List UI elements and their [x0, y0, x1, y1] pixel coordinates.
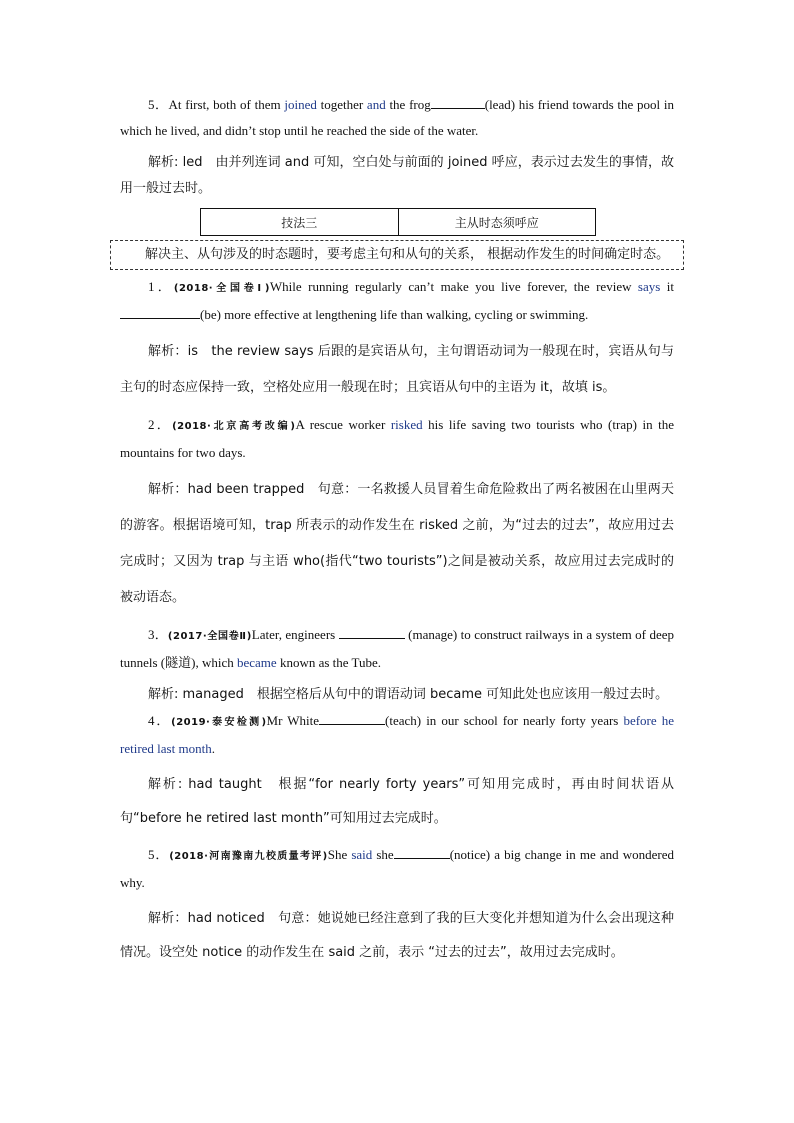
answer-blank[interactable]	[431, 94, 485, 109]
explanation-text: the review says 后跟的是宾语从句，主句谓语动词为一般现在时，宾语从句与主句的时态应保持一致，空格处应用一般现在时；且宾语从句中的主语为 it，故填 is。	[120, 344, 674, 395]
question-source: (2017·全国卷Ⅱ)	[167, 631, 252, 642]
highlight-word: says	[637, 279, 661, 294]
explanation-label: 解析：	[148, 911, 188, 926]
question-text: the frog	[385, 97, 431, 112]
explanation-top-5	[120, 150, 674, 202]
question-number: 2．	[148, 417, 173, 432]
technique-label: 技法三	[281, 215, 318, 230]
question-top-5	[120, 92, 674, 144]
highlight-word: said	[351, 847, 373, 862]
technique-tip: 解决主、从句涉及的时态题时，要考虑主句和从句的关系， 根据动作发生的时间确定时态。	[145, 247, 670, 262]
explanation-label: 解析:	[148, 777, 189, 792]
explanation-answer: is	[187, 344, 198, 359]
question-5	[120, 842, 674, 896]
question-text: (be) more effective at lengthening life than walking, cycling or swimming.	[200, 307, 589, 322]
explanation-5	[120, 902, 674, 970]
explanation-answer: managed	[182, 687, 244, 702]
explanation-4	[120, 768, 674, 836]
explanation-answer: had noticed	[187, 911, 265, 926]
question-4	[120, 708, 674, 762]
document-page	[120, 92, 674, 970]
question-text: she	[372, 847, 394, 862]
question-2	[120, 412, 674, 466]
question-text: While running regularly can’t make you live forever, the review	[269, 279, 638, 294]
explanation-answer: had taught	[188, 777, 262, 792]
question-text: it	[660, 279, 674, 294]
explanation-text: 由并列连词 and 可知，空白处与前面的 joined 呼应，表示过去发生的事情，故用一般过去时。	[120, 155, 674, 196]
question-text: Later, engineers	[251, 627, 339, 642]
technique-table	[200, 208, 596, 236]
technique-tip-box	[110, 240, 684, 270]
question-number: 1．	[148, 279, 174, 294]
highlight-word: joined	[284, 97, 317, 112]
technique-title: 主从时态须呼应	[398, 209, 596, 235]
explanation-label: 解析：	[148, 344, 188, 359]
question-text: (teach) in our school for nearly forty years	[385, 713, 624, 728]
question-text: At first, both of them	[168, 97, 285, 112]
question-text: together	[316, 97, 367, 112]
explanation-label: 解析：	[148, 482, 188, 497]
question-number: 5．	[148, 847, 170, 862]
question-text: She	[327, 847, 352, 862]
question-source: (2018·河南豫南九校质量考评)	[169, 851, 328, 862]
question-source: (2019·泰安检测)	[171, 717, 267, 728]
question-text: Mr White	[266, 713, 320, 728]
answer-blank[interactable]	[319, 710, 385, 725]
highlight-word: risked	[390, 417, 423, 432]
question-number: 4．	[148, 713, 172, 728]
question-text: (manage) to construct railways in a system of deep tunnels (隧道), which	[120, 627, 674, 670]
explanation-3	[120, 682, 674, 708]
question-text: (notice) a big change in me and wondered why.	[120, 847, 674, 890]
explanation-label: 解析:	[148, 687, 183, 702]
question-number: 3．	[148, 627, 168, 642]
answer-blank[interactable]	[394, 844, 450, 859]
explanation-2	[120, 472, 674, 616]
explanation-text: 句意：一名救援人员冒着生命危险救出了两名被困在山里两天的游客。根据语境可知，trap 所表示的动作发生在 risked 之前，为“过去的过去”，故应用过去完成时；又因为 trap 与主语 who(指代“two tourists”)之间是被动关系，故应用过去完成时的被动语态。	[120, 482, 674, 605]
question-3	[120, 622, 674, 676]
answer-blank[interactable]	[339, 624, 405, 639]
question-source: (2018·全国卷Ⅰ)	[173, 283, 270, 294]
question-1	[120, 274, 674, 328]
question-source: (2018·北京高考改编)	[172, 421, 296, 432]
question-text: known as the Tube.	[276, 655, 382, 670]
explanation-text: 根据空格后从句中的谓语动词 became 可知此处也应该用一般过去时。	[243, 687, 669, 702]
question-text: his life saving two tourists who (trap) in the mountains for two days.	[120, 417, 675, 460]
explanation-answer: had been trapped	[187, 482, 305, 497]
question-text: A rescue worker	[295, 417, 391, 432]
explanation-text: 句意：她说她已经注意到了我的巨大变化并想知道为什么会出现这种情况。设空处 notice 的动作发生在 said 之前，表示 “过去的过去”，故用过去完成时。	[120, 911, 674, 960]
highlight-word: became	[236, 655, 277, 670]
explanation-answer: led	[182, 155, 203, 170]
highlight-phrase: before he retired last month	[120, 713, 674, 756]
highlight-word: and	[366, 97, 386, 112]
explanation-1	[120, 334, 674, 406]
question-text: .	[211, 741, 215, 756]
explanation-text: 根据“for nearly forty years”可知用完成时，再由时间状语从句“before he retired last month”可知用过去完成时。	[120, 777, 675, 826]
answer-blank[interactable]	[120, 304, 200, 319]
question-text: (lead) his friend towards the pool in which he lived, and didn’t stop until he reached the side of the water.	[120, 97, 674, 138]
explanation-label: 解析:	[148, 155, 183, 170]
question-number: 5．	[148, 97, 169, 112]
